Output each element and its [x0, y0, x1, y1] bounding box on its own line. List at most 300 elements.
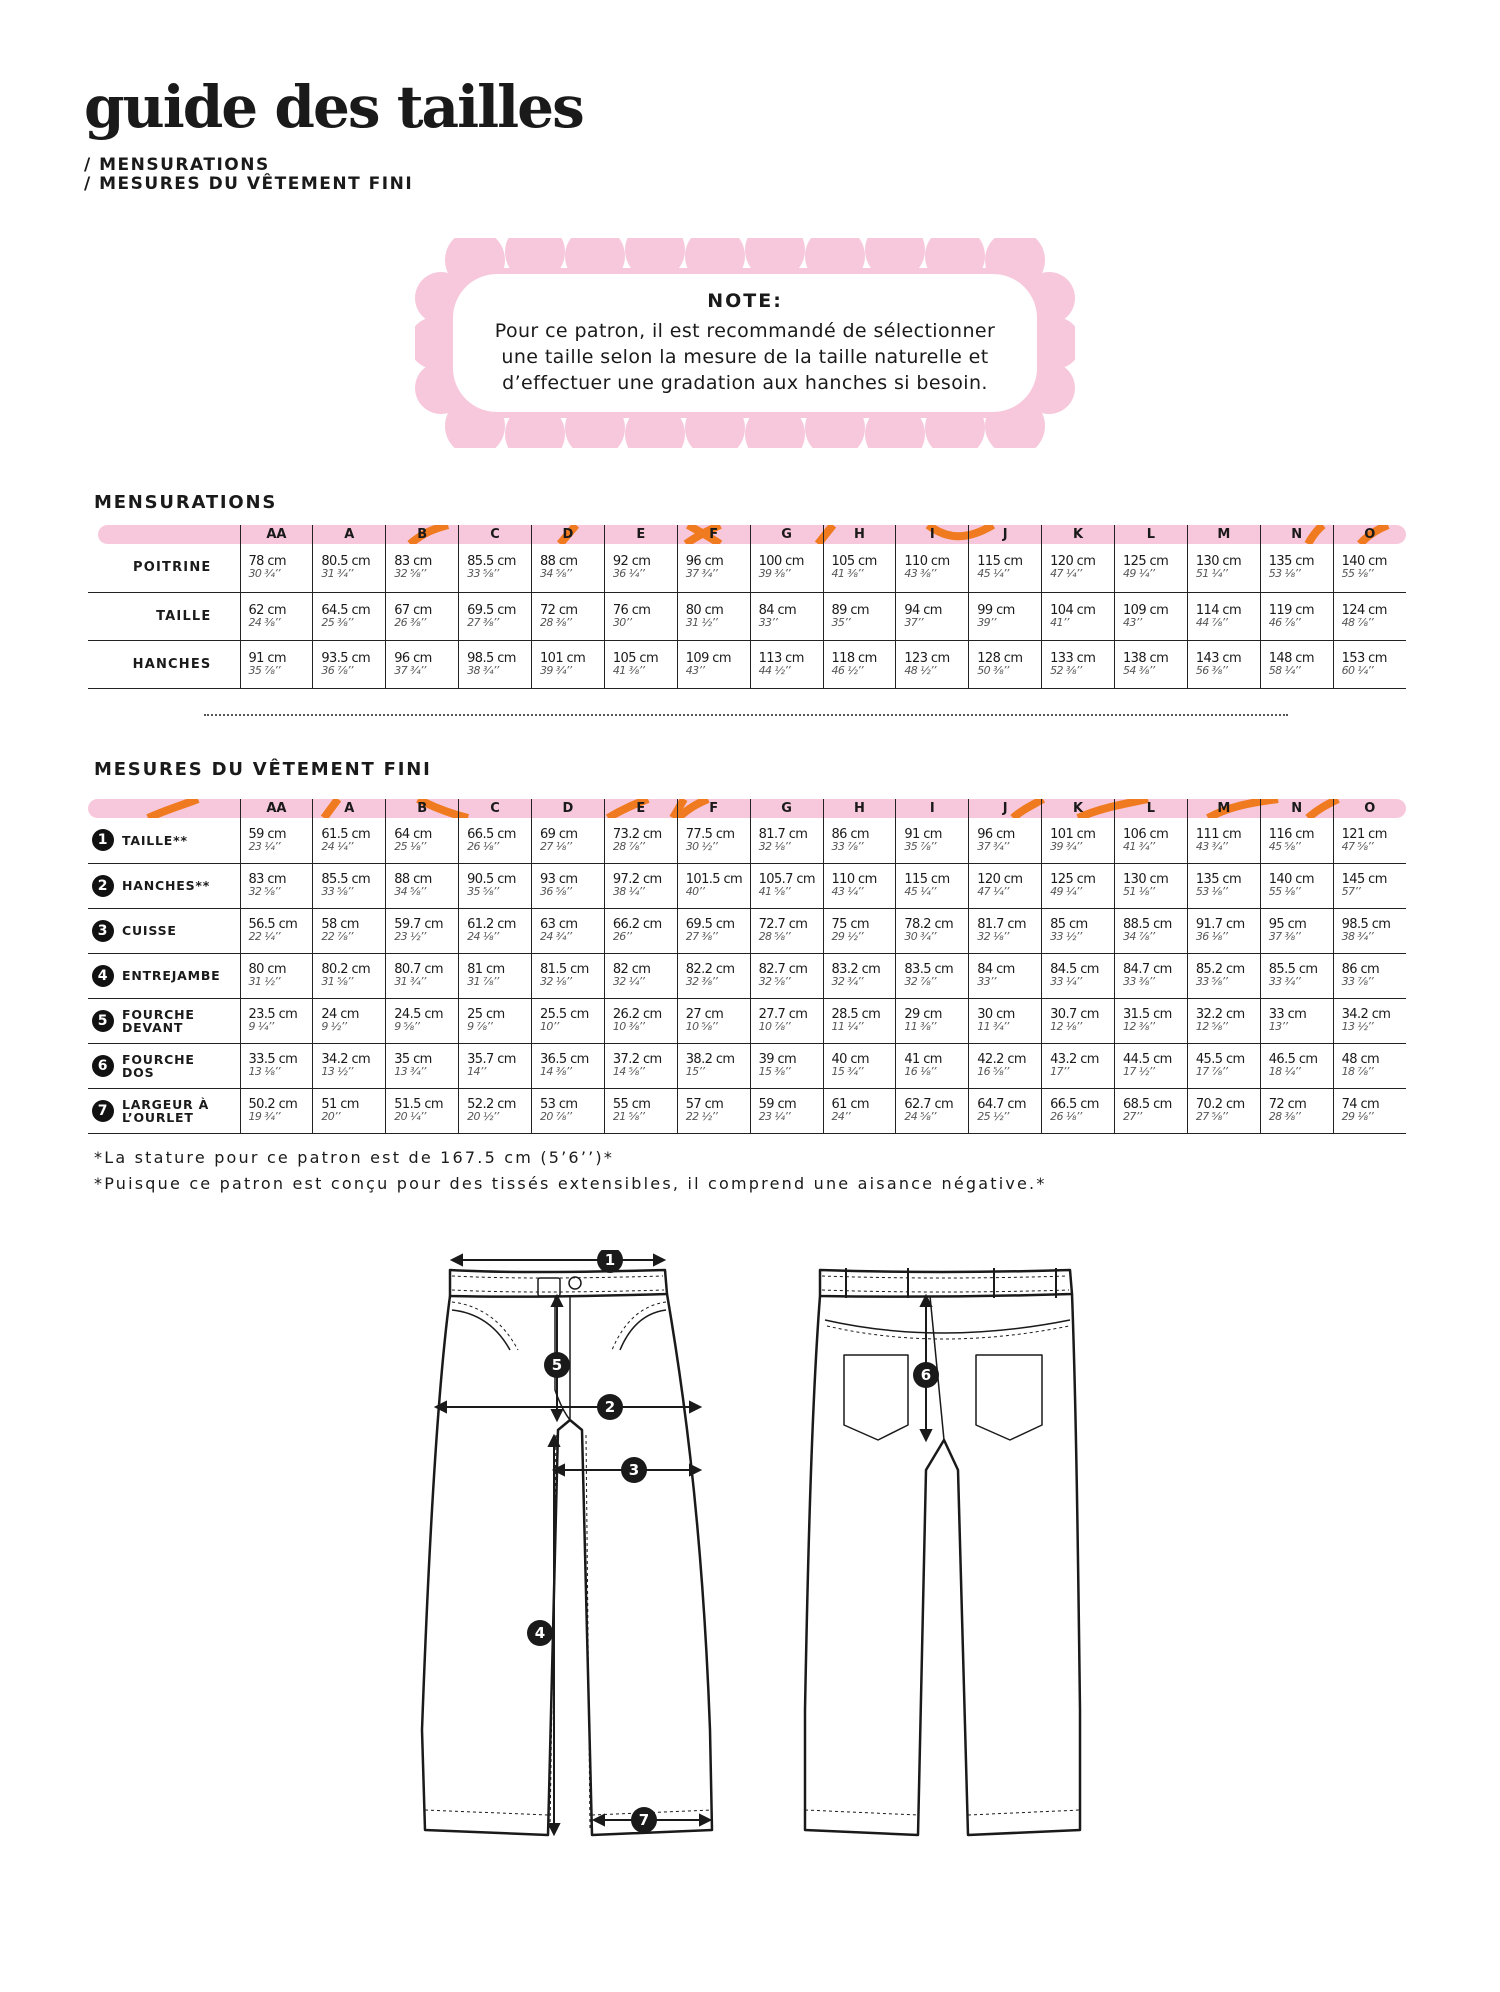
size-header: O — [1333, 525, 1406, 544]
measurement-cell — [1115, 1043, 1188, 1088]
measurement-cell — [1042, 1043, 1115, 1088]
measurement-cell — [1260, 1043, 1333, 1088]
measure-number-marker: 5 — [92, 1010, 114, 1032]
value-inches: 24 ⅛’’ — [467, 930, 499, 943]
table-row — [88, 908, 1406, 953]
measurement-cell — [532, 998, 605, 1043]
measurement-cell — [459, 592, 532, 640]
value-cm: 118 cm — [831, 650, 877, 666]
marker-3-label: 3 — [628, 1461, 640, 1479]
value-cm: 86 cm — [1341, 962, 1380, 977]
value-cm: 61.2 cm — [467, 917, 516, 932]
measurement-cell — [1187, 908, 1260, 953]
value-inches: 18 ⅞’’ — [1341, 1065, 1374, 1078]
value-cm: 78 cm — [248, 554, 286, 570]
value-cm: 80.7 cm — [394, 962, 443, 977]
value-cm: 135 cm — [1195, 872, 1242, 887]
value-inches: 34 ⅝’’ — [394, 885, 426, 898]
size-header: M — [1187, 525, 1260, 544]
measurement-cell — [823, 1088, 896, 1133]
value-inches: 44 ⅞’’ — [1195, 615, 1228, 629]
value-cm: 124 cm — [1341, 602, 1387, 618]
value-cm: 97.2 cm — [612, 872, 662, 887]
value-cm: 96 cm — [685, 554, 724, 570]
footnote: *Puisque ce patron est conçu pour des tissés extensibles, il comprend une aisance négative.* — [94, 1174, 1047, 1193]
front-view — [422, 1270, 712, 1835]
measurement-cell — [386, 953, 459, 998]
measurement-cell — [532, 863, 605, 908]
value-cm: 29 cm — [904, 1007, 942, 1022]
value-cm: 105 cm — [612, 650, 659, 666]
value-cm: 91 cm — [904, 826, 942, 842]
value-cm: 85.5 cm — [467, 554, 516, 570]
measurement-cell — [677, 998, 750, 1043]
value-inches: 26’’ — [612, 930, 632, 943]
value-inches: 11 ¾’’ — [977, 1020, 1009, 1033]
measurement-cell — [1260, 998, 1333, 1043]
value-inches: 45 ⅝’’ — [1268, 839, 1301, 853]
measurement-cell — [677, 908, 750, 953]
value-cm: 114 cm — [1195, 602, 1242, 618]
section-title-vetement-fini: MESURES DU VÊTEMENT FINI — [94, 759, 432, 780]
value-inches: 21 ⅝’’ — [612, 1110, 645, 1123]
value-cm: 73.2 cm — [612, 826, 662, 842]
measurement-cell — [240, 592, 313, 640]
measurement-cell — [386, 640, 459, 688]
value-cm: 145 cm — [1341, 872, 1387, 887]
measurement-cell — [532, 953, 605, 998]
garment-table — [88, 799, 1406, 1134]
value-cm: 41 cm — [904, 1052, 942, 1067]
measurement-cell — [386, 863, 459, 908]
value-cm: 62.7 cm — [904, 1097, 954, 1112]
value-cm: 80 cm — [685, 602, 724, 618]
measurement-cell — [896, 863, 969, 908]
measurement-cell — [386, 908, 459, 953]
size-header: G — [750, 525, 823, 544]
value-inches: 54 ⅜’’ — [1123, 663, 1155, 677]
value-inches: 37’’ — [904, 615, 923, 629]
value-inches: 41 ⅜’’ — [831, 567, 864, 581]
measurement-cell — [1042, 953, 1115, 998]
size-header: M — [1187, 799, 1260, 818]
value-inches: 32 ¾’’ — [831, 975, 864, 988]
value-cm: 25.5 cm — [540, 1007, 589, 1022]
table-row — [88, 998, 1406, 1043]
value-cm: 30 cm — [977, 1007, 1015, 1022]
value-inches: 47 ¼’’ — [977, 885, 1009, 898]
value-inches: 31 ¾’’ — [321, 567, 353, 581]
measurement-cell — [1260, 863, 1333, 908]
value-inches: 34 ⅞’’ — [1123, 930, 1155, 943]
value-inches: 46 ½’’ — [831, 663, 864, 677]
measurement-cell — [1187, 544, 1260, 592]
value-cm: 62 cm — [248, 602, 286, 618]
measurement-cell — [1333, 1088, 1406, 1133]
measurement-cell — [750, 592, 823, 640]
value-cm: 66.2 cm — [612, 917, 662, 932]
note-line: d’effectuer une gradation aux hanches si besoin. — [502, 372, 988, 394]
measurement-cell — [386, 998, 459, 1043]
value-cm: 98.5 cm — [1341, 917, 1391, 932]
value-inches: 16 ⅛’’ — [904, 1065, 936, 1078]
measurement-cell — [677, 640, 750, 688]
value-inches: 36 ⅝’’ — [540, 885, 572, 898]
measurement-cell — [240, 1043, 313, 1088]
row-label — [88, 953, 240, 998]
value-cm: 85.5 cm — [321, 872, 371, 887]
value-cm: 72 cm — [540, 602, 578, 618]
value-cm: 119 cm — [1268, 602, 1314, 618]
marker-1-label: 1 — [604, 1251, 616, 1269]
value-inches: 17 ½’’ — [1123, 1065, 1155, 1078]
table-row — [88, 818, 1406, 863]
size-header: D — [532, 799, 605, 818]
value-cm: 36.5 cm — [540, 1052, 589, 1067]
measure-number-marker: 4 — [92, 965, 114, 987]
value-cm: 84 cm — [977, 962, 1015, 977]
value-inches: 13 ½’’ — [321, 1065, 353, 1078]
size-header: C — [459, 525, 532, 544]
size-header: F — [677, 525, 750, 544]
value-inches: 33 ⅝’’ — [467, 567, 499, 581]
table-row — [88, 863, 1406, 908]
value-cm: 110 cm — [904, 554, 950, 570]
value-inches: 43 ¼’’ — [831, 885, 864, 898]
value-inches: 16 ⅝’’ — [977, 1065, 1009, 1078]
size-header-row — [88, 525, 1406, 544]
value-inches: 12 ⅛’’ — [1050, 1020, 1082, 1033]
subtitle-vetement-fini: / MESURES DU VÊTEMENT FINI — [84, 174, 414, 194]
value-cm: 32.2 cm — [1195, 1007, 1245, 1022]
measurement-cell — [677, 592, 750, 640]
measurement-cell — [823, 592, 896, 640]
value-cm: 81 cm — [467, 962, 505, 977]
measurement-cell — [386, 1088, 459, 1133]
value-cm: 64.5 cm — [321, 602, 371, 618]
page-title: guide des tailles — [84, 73, 583, 141]
row-label-text — [122, 1098, 209, 1124]
measurement-cell — [459, 863, 532, 908]
value-inches: 47 ⅝’’ — [1341, 839, 1374, 853]
measurement-cell — [1042, 544, 1115, 592]
measurement-cell — [604, 998, 677, 1043]
measurement-cell — [313, 1043, 386, 1088]
marker-4-label: 4 — [534, 1624, 546, 1642]
measurement-cell — [240, 544, 313, 592]
value-inches: 27 ⅜’’ — [467, 615, 499, 629]
value-inches: 13 ½’’ — [1341, 1020, 1374, 1033]
value-inches: 35’’ — [831, 615, 851, 629]
value-cm: 66.5 cm — [467, 826, 516, 842]
measurement-cell — [604, 818, 677, 863]
value-cm: 91.7 cm — [1195, 917, 1245, 932]
measurement-cell — [240, 953, 313, 998]
value-cm: 109 cm — [1123, 602, 1169, 618]
row-label: TAILLE — [88, 592, 240, 640]
measurement-cell — [1333, 998, 1406, 1043]
section-title-mensurations: MENSURATIONS — [94, 492, 278, 513]
value-cm: 84.5 cm — [1050, 962, 1099, 977]
value-cm: 74 cm — [1341, 1097, 1380, 1112]
value-cm: 113 cm — [758, 650, 804, 666]
value-cm: 81.7 cm — [758, 826, 808, 842]
value-inches: 41 ⅝’’ — [758, 885, 791, 898]
row-label-line: CUISSE — [122, 923, 177, 938]
size-header: N — [1260, 799, 1333, 818]
row-label-text — [122, 1053, 195, 1079]
row-label-line: TAILLE** — [122, 832, 188, 848]
measurement-cell — [823, 998, 896, 1043]
value-inches: 10 ⅝’’ — [685, 1020, 718, 1033]
measurement-cell — [1260, 640, 1333, 688]
measurement-cell — [969, 544, 1042, 592]
value-cm: 125 cm — [1050, 872, 1096, 887]
value-cm: 24.5 cm — [394, 1007, 443, 1022]
value-cm: 61 cm — [831, 1097, 869, 1112]
value-cm: 34.2 cm — [1341, 1007, 1391, 1022]
measurement-cell — [969, 953, 1042, 998]
marker-7-label: 7 — [638, 1811, 650, 1829]
value-inches: 33 ¼’’ — [1050, 975, 1082, 988]
value-cm: 84 cm — [758, 602, 797, 618]
value-inches: 43’’ — [685, 663, 705, 677]
value-cm: 52.2 cm — [467, 1097, 516, 1112]
size-header: A — [313, 799, 386, 818]
value-cm: 56.5 cm — [248, 917, 298, 932]
value-cm: 68.5 cm — [1123, 1097, 1172, 1112]
note-callout — [415, 238, 1075, 448]
measurement-cell — [532, 544, 605, 592]
value-inches: 40’’ — [685, 885, 705, 898]
value-cm: 83.5 cm — [904, 962, 954, 977]
marker-6-label: 6 — [920, 1366, 932, 1384]
value-cm: 143 cm — [1195, 650, 1242, 666]
measurement-cell — [823, 908, 896, 953]
value-inches: 32 ⅝’’ — [758, 975, 791, 988]
value-inches: 23 ½’’ — [394, 930, 426, 943]
value-cm: 101 cm — [540, 650, 586, 666]
value-inches: 23 ¼’’ — [248, 839, 281, 853]
row-label — [88, 1088, 240, 1133]
value-inches: 32 ¼’’ — [612, 975, 645, 988]
value-cm: 93 cm — [540, 872, 578, 887]
measurement-cell — [969, 640, 1042, 688]
measure-arrows — [436, 1255, 931, 1834]
pants-technical-drawing — [380, 1250, 1380, 1870]
value-cm: 105.7 cm — [758, 872, 815, 887]
measurement-cell — [240, 1088, 313, 1133]
row-label-line: DEVANT — [122, 1019, 184, 1035]
measurement-cell — [969, 998, 1042, 1043]
measurement-cell — [1115, 1088, 1188, 1133]
back-view — [805, 1268, 1080, 1835]
measurement-cell — [240, 818, 313, 863]
measure-number-marker: 7 — [92, 1100, 114, 1122]
row-label-line: FOURCHE — [122, 1006, 195, 1022]
value-inches: 49 ¼’’ — [1123, 567, 1155, 581]
value-cm: 38.2 cm — [685, 1052, 735, 1067]
size-header: H — [823, 799, 896, 818]
measurement-cell — [459, 953, 532, 998]
note-line: une taille selon la mesure de la taille naturelle et — [501, 346, 989, 368]
row-label-text — [122, 879, 210, 892]
value-inches: 28 ⅜’’ — [540, 615, 572, 629]
value-inches: 48 ½’’ — [904, 663, 936, 677]
value-cm: 42.2 cm — [977, 1052, 1026, 1067]
value-cm: 51 cm — [321, 1097, 359, 1112]
value-inches: 14’’ — [467, 1065, 486, 1078]
measurement-cell — [459, 1088, 532, 1133]
value-inches: 27 ⅜’’ — [685, 930, 718, 943]
measurement-cell — [386, 1043, 459, 1088]
measurement-cell — [1115, 592, 1188, 640]
value-cm: 115 cm — [977, 554, 1023, 570]
value-inches: 9 ⅞’’ — [467, 1020, 493, 1033]
value-inches: 24’’ — [831, 1110, 851, 1123]
row-label: HANCHES — [88, 640, 240, 688]
value-inches: 27 ⅝’’ — [1195, 1110, 1228, 1123]
value-cm: 93.5 cm — [321, 650, 371, 666]
table-row — [88, 1043, 1406, 1088]
value-inches: 12 ⅝’’ — [1195, 1020, 1228, 1033]
value-cm: 88 cm — [394, 872, 432, 887]
measurement-cell — [386, 544, 459, 592]
measurement-cell — [969, 908, 1042, 953]
measurement-cell — [1260, 592, 1333, 640]
measurement-cell — [1187, 998, 1260, 1043]
value-inches: 37 ¾’’ — [394, 663, 426, 677]
measurement-cell — [677, 1043, 750, 1088]
value-inches: 17 ⅞’’ — [1195, 1065, 1228, 1078]
value-inches: 24 ¼’’ — [321, 839, 353, 853]
value-inches: 25 ⅜’’ — [321, 615, 353, 629]
value-cm: 35 cm — [394, 1052, 432, 1067]
measurement-cell — [604, 863, 677, 908]
value-inches: 31 ½’’ — [248, 975, 281, 988]
value-inches: 34 ⅝’’ — [540, 567, 572, 581]
value-inches: 55 ⅛’’ — [1341, 567, 1374, 581]
value-cm: 33.5 cm — [248, 1052, 298, 1067]
value-cm: 57 cm — [685, 1097, 724, 1112]
value-inches: 9 ¼’’ — [248, 1020, 274, 1033]
measurement-cell — [313, 592, 386, 640]
value-inches: 31 ⅝’’ — [321, 975, 353, 988]
value-inches: 26 ⅛’’ — [1050, 1110, 1082, 1123]
value-inches: 33 ⅝’’ — [321, 885, 353, 898]
mensurations-table — [88, 525, 1406, 689]
value-inches: 46 ⅞’’ — [1268, 615, 1301, 629]
size-header: I — [896, 799, 969, 818]
value-inches: 31 ⅞’’ — [467, 975, 499, 988]
value-cm: 99 cm — [977, 602, 1015, 618]
measurement-cell — [1333, 592, 1406, 640]
value-cm: 55 cm — [612, 1097, 651, 1112]
note-box — [453, 274, 1037, 412]
row-label-text — [122, 924, 177, 937]
measurement-cell — [1115, 953, 1188, 998]
measurement-cell — [1260, 953, 1333, 998]
table-row — [88, 640, 1406, 688]
value-inches: 13 ¾’’ — [394, 1065, 426, 1078]
size-header: J — [969, 525, 1042, 544]
size-header: A — [313, 525, 386, 544]
value-cm: 75 cm — [831, 917, 869, 932]
measurement-cell — [1333, 818, 1406, 863]
value-cm: 85 cm — [1050, 917, 1088, 932]
value-inches: 38 ¼’’ — [612, 885, 645, 898]
measurement-cell — [1187, 1088, 1260, 1133]
measurement-cell — [1187, 592, 1260, 640]
measurement-cell — [1333, 953, 1406, 998]
value-cm: 80 cm — [248, 962, 286, 977]
measurement-cell — [1187, 640, 1260, 688]
value-inches: 35 ⅝’’ — [467, 885, 499, 898]
value-cm: 98.5 cm — [467, 650, 516, 666]
measurement-cell — [532, 908, 605, 953]
measurement-cell — [896, 953, 969, 998]
value-cm: 153 cm — [1341, 650, 1387, 666]
value-cm: 85.2 cm — [1195, 962, 1245, 977]
measurement-cell — [823, 953, 896, 998]
size-header-row — [88, 799, 1406, 818]
value-cm: 83 cm — [394, 554, 432, 570]
value-cm: 121 cm — [1341, 826, 1387, 842]
size-header: D — [532, 525, 605, 544]
measurement-cell — [313, 863, 386, 908]
measurement-cell — [750, 640, 823, 688]
measurement-cell — [677, 818, 750, 863]
value-cm: 37.2 cm — [612, 1052, 662, 1067]
value-cm: 148 cm — [1268, 650, 1314, 666]
row-label-text — [122, 969, 221, 982]
value-cm: 25 cm — [467, 1007, 505, 1022]
value-inches: 28 ⅝’’ — [758, 930, 791, 943]
value-inches: 48 ⅞’’ — [1341, 615, 1374, 629]
value-cm: 58 cm — [321, 917, 359, 932]
measurement-cell — [896, 818, 969, 863]
size-header: E — [604, 799, 677, 818]
value-cm: 95 cm — [1268, 917, 1307, 932]
value-cm: 106 cm — [1123, 826, 1169, 842]
value-inches: 37 ¾’’ — [685, 567, 718, 581]
value-inches: 32 ⅛’’ — [977, 930, 1009, 943]
measurement-cell — [604, 592, 677, 640]
value-cm: 40 cm — [831, 1052, 869, 1067]
measurement-cell — [313, 1088, 386, 1133]
value-cm: 89 cm — [831, 602, 869, 618]
value-inches: 27’’ — [1123, 1110, 1142, 1123]
value-inches: 36 ⅛’’ — [1195, 930, 1228, 943]
note-line: Pour ce patron, il est recommandé de sélectionner — [494, 320, 996, 342]
value-cm: 83 cm — [248, 872, 286, 887]
value-inches: 13’’ — [1268, 1020, 1288, 1033]
measurement-cell — [386, 818, 459, 863]
value-cm: 27.7 cm — [758, 1007, 808, 1022]
size-header: N — [1260, 525, 1333, 544]
measurement-cell — [750, 818, 823, 863]
measurement-cell — [313, 544, 386, 592]
measurement-cell — [1115, 908, 1188, 953]
value-inches: 30 ½’’ — [685, 839, 718, 853]
value-cm: 83.2 cm — [831, 962, 881, 977]
measurement-cell — [1042, 863, 1115, 908]
measurement-cell — [1333, 908, 1406, 953]
size-header: L — [1115, 799, 1188, 818]
value-inches: 26 ⅛’’ — [467, 839, 499, 853]
value-cm: 85.5 cm — [1268, 962, 1318, 977]
size-header: AA — [240, 525, 313, 544]
